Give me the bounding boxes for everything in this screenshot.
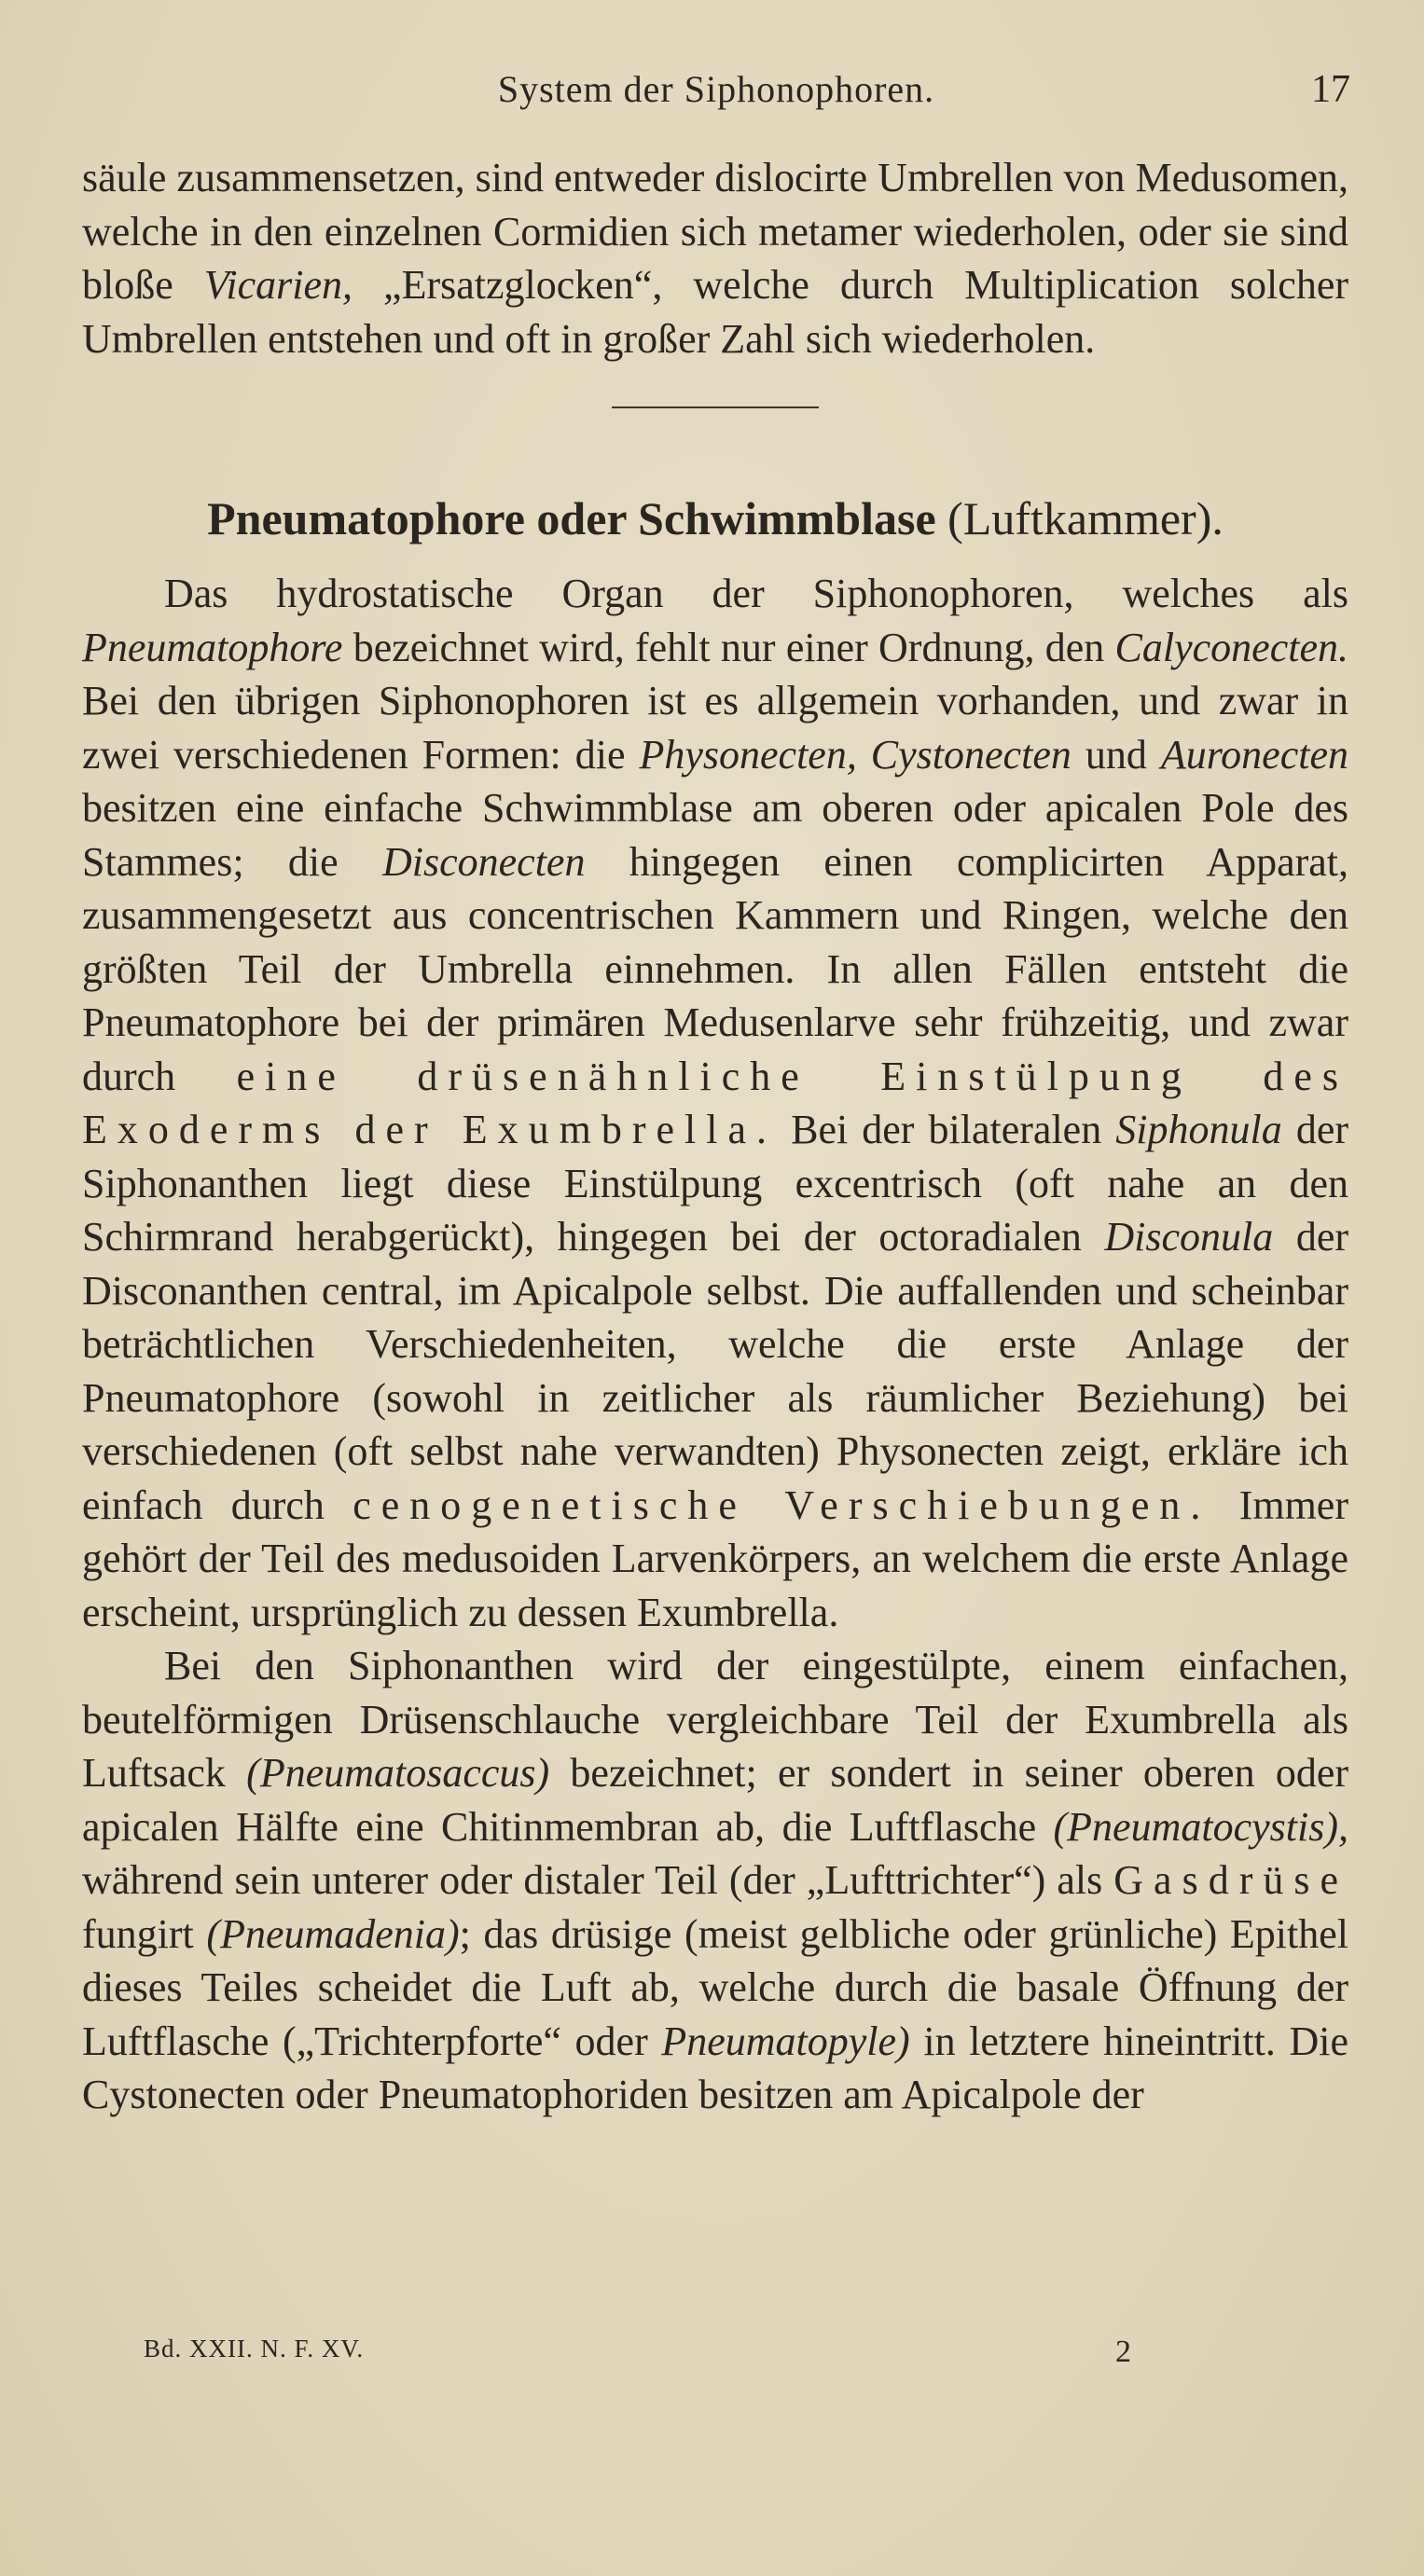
text-run: Bei den Siphonanthen wird der eingestülpte, einem einfachen, beutelförmigen Drüsenschlauche vergleichbare Teil der Exumbrella als Luftsack — [82, 1643, 1348, 1796]
text-run: während sein unterer oder distaler Teil (der „Lufttrichter“) als — [82, 1857, 1114, 1903]
heading-regular-part: (Luftkammer). — [935, 492, 1224, 544]
term-pneumatocystis: (Pneumatocystis), — [1053, 1803, 1348, 1850]
emphasis-gasdruese: Gasdrüse — [1113, 1857, 1348, 1903]
term-calyconecten: Calyconecten. — [1114, 624, 1348, 670]
body-text — [82, 151, 1348, 2122]
term-siphonula: Siphonula — [1115, 1107, 1282, 1152]
text-run: der Siphonanthen liegt diese Einstülpung excentrisch (oft nahe an den Schirmrand herabgerückt), hingegen bei der octoradialen — [82, 1107, 1348, 1260]
text-run: der Disconanthen central, im Apicalpole selbst. Die auffallenden und scheinbar beträchtlichen Verschiedenheiten, welche die erste Anlage der Pneumatophore (sowohl in zeitlicher als räumlicher Beziehung) bei verschiedenen (oft selbst nahe verwandten) Physonecten zeigt, erkläre ich einfach durch — [82, 1214, 1349, 1528]
term-physonecten-cystonecten: Physonecten, Cystonecten — [639, 731, 1071, 778]
text-run: Immer gehört der Teil des medusoiden Larvenkörpers, an welchem die erste Anlage erscheint, ursprünglich zu dessen Exumbrella. — [82, 1481, 1348, 1635]
text-run: und — [1071, 731, 1161, 778]
text-run: bezeichnet wird, fehlt nur einer Ordnung, den — [342, 624, 1115, 670]
heading-bold-part: Pneumatophore oder Schwimmblase — [207, 492, 936, 544]
page-footer — [82, 2335, 1350, 2372]
emphasis-cenogenetische: cenogenetische Verschiebungen. — [353, 1481, 1211, 1528]
page-number: 17 — [1311, 68, 1350, 111]
section-heading — [82, 490, 1348, 546]
text-run: „Ersatzglocken“, welche durch Multiplication solcher Umbrellen entstehen und oft in großer Zahl sich wiederholen. — [82, 262, 1348, 362]
running-title: System der Siphonophoren. — [497, 68, 935, 110]
text-run: besitzen eine einfache Schwimmblase am oberen oder apicalen Pole des Stammes; die — [82, 785, 1348, 885]
paragraph-pneumatophore-intro — [82, 567, 1348, 1639]
text-run: Bei den übrigen Siphonophoren ist es allgemein vorhanden, und zwar in zwei verschiedenen Formen: die — [82, 678, 1348, 778]
term-disconecten: Disconecten — [381, 838, 586, 885]
text-run: Das hydrostatische Organ der Siphonophoren, welches als — [164, 571, 1348, 616]
term-vicarien: Vicarien, — [203, 262, 353, 308]
text-run: hingegen einen complicirten Apparat, zusammengesetzt aus concentrischen Kammern und Ringen, welche den größten Teil der Umbrella einnehmen. In allen Fällen entsteht die Pneumatophore bei der primären Medusenlarve sehr frühzeitig, und zwar durch — [82, 838, 1348, 1099]
paragraph-siphonanthen — [82, 1639, 1348, 2122]
continuation-paragraph — [82, 151, 1348, 365]
emphasis-einstuelpung: eine drüsenähnliche Einstülpung des Exoderms der Exumbrella. — [82, 1053, 1349, 1152]
text-run: säule zusammensetzen, sind entweder dislocirte Umbrellen von Medusomen, welche in den einzelnen Cormidien sich metamer wiederholen, oder sie sind bloße — [82, 155, 1348, 308]
signature-mark: Bd. XXII. N. F. XV. — [144, 2335, 365, 2362]
term-pneumatopyle: Pneumatopyle) — [661, 2018, 910, 2064]
term-disconula: Disconula — [1104, 1214, 1274, 1260]
text-run: ; das drüsige (meist gelbliche oder grünliche) Epithel dieses Teiles scheidet die Luft ab, welche durch die basale Öffnung der Luftflasche („Trichterpforte“ oder — [82, 1910, 1348, 2064]
text-run: bezeichnet; er sondert in seiner oberen oder apicalen Hälfte eine Chitinmembran ab, die Luftflasche — [82, 1750, 1348, 1850]
text-run: fungirt — [82, 1910, 207, 1957]
section-divider — [612, 406, 819, 408]
term-pneumadenia: (Pneumadenia) — [206, 1910, 460, 1957]
text-run: Bei der bilateralen — [777, 1107, 1116, 1152]
running-head — [82, 67, 1350, 123]
term-auronecten: Auronecten — [1160, 731, 1348, 778]
sheet-number: 2 — [1115, 2335, 1131, 2369]
text-run: in letztere hineintritt. Die Cystonecten oder Pneumatophoriden besitzen am Apicalpole der — [82, 2018, 1348, 2117]
term-pneumatosaccus: (Pneumatosaccus) — [246, 1750, 550, 1796]
term-pneumatophore: Pneumatophore — [82, 624, 343, 670]
